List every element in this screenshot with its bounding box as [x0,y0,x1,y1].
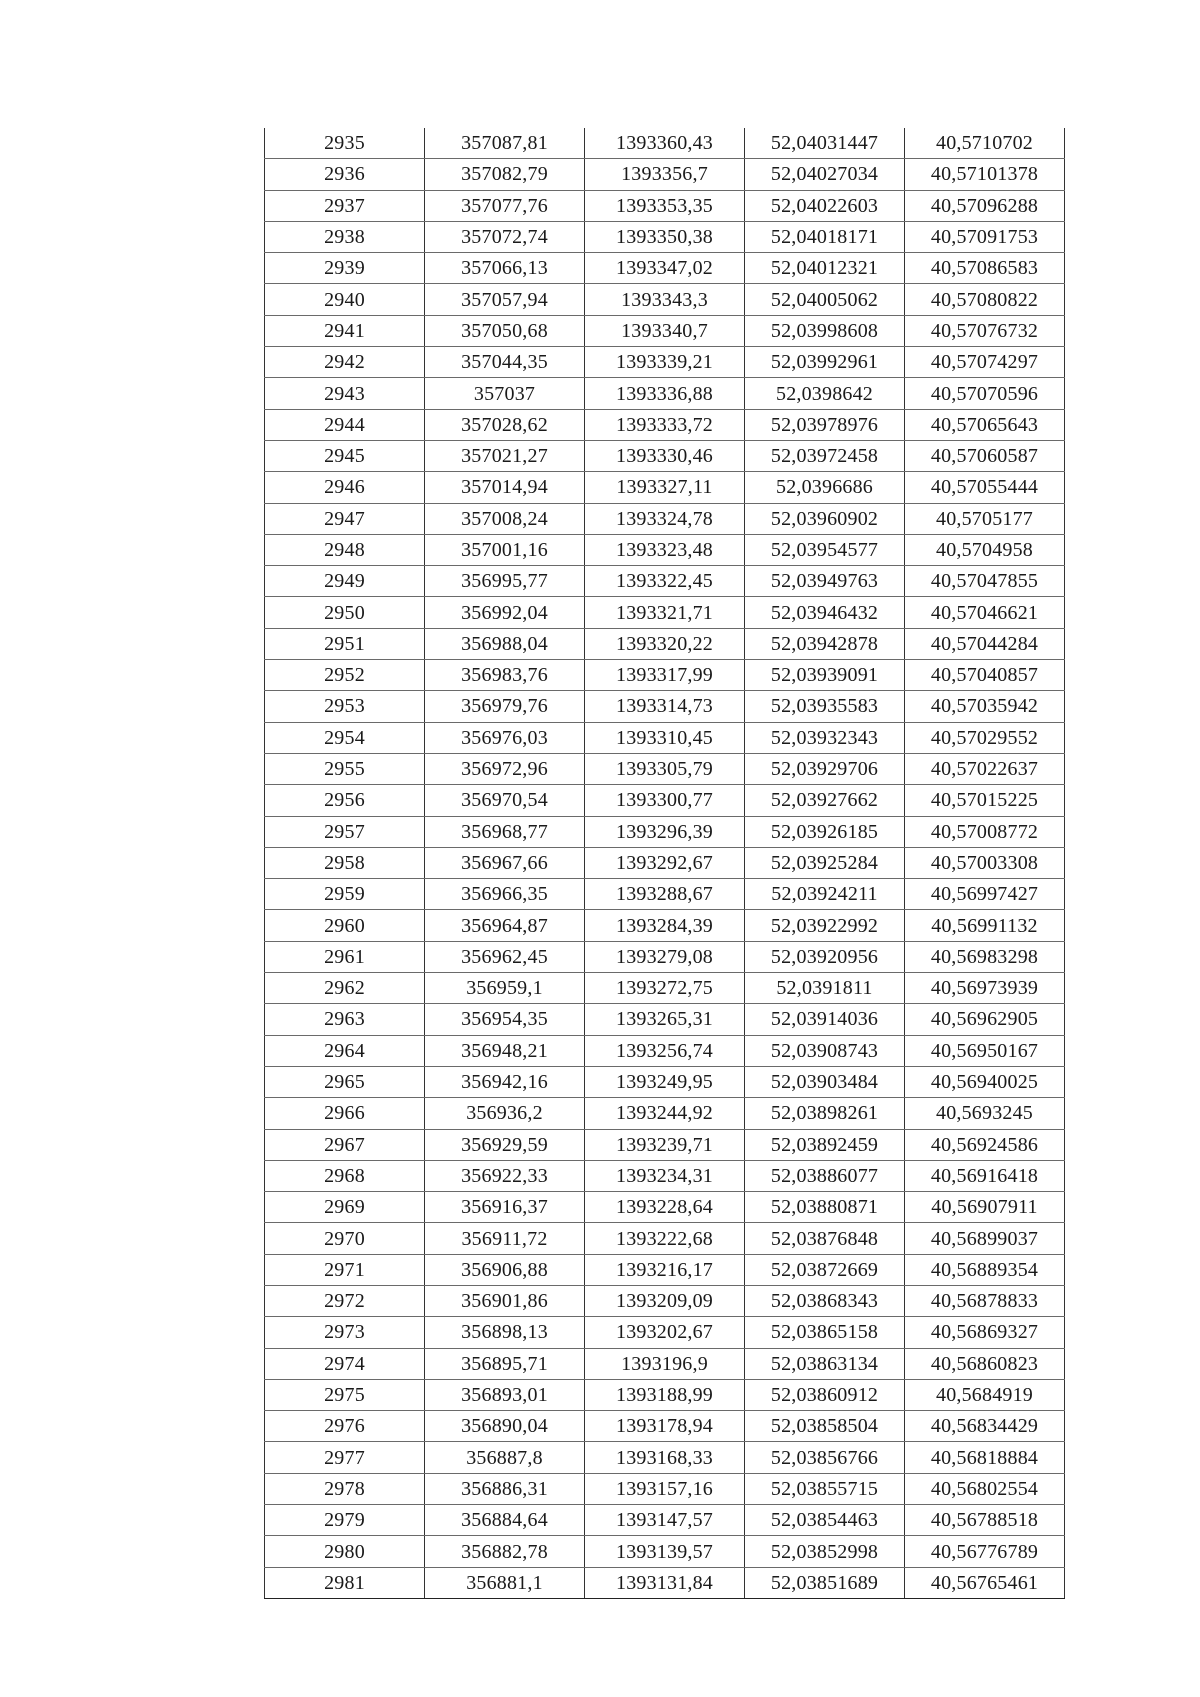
y-coordinate-cell: 1393300,77 [585,785,745,816]
point-number-cell: 2951 [265,628,425,659]
y-coordinate-cell: 1393239,71 [585,1129,745,1160]
y-coordinate-cell: 1393284,39 [585,910,745,941]
latitude-cell: 52,04005062 [745,284,905,315]
table-row [265,1473,1065,1504]
latitude-cell: 52,03856766 [745,1442,905,1473]
table-row [265,190,1065,221]
y-coordinate-cell: 1393188,99 [585,1379,745,1410]
point-number-cell: 2979 [265,1505,425,1536]
latitude-cell: 52,03854463 [745,1505,905,1536]
point-number-cell: 2958 [265,847,425,878]
x-coordinate-cell: 356936,2 [425,1098,585,1129]
point-number-cell: 2980 [265,1536,425,1567]
latitude-cell: 52,03942878 [745,628,905,659]
latitude-cell: 52,04018171 [745,221,905,252]
x-coordinate-cell: 356967,66 [425,847,585,878]
longitude-cell: 40,57044284 [905,628,1065,659]
longitude-cell: 40,57047855 [905,566,1065,597]
table-row [265,660,1065,691]
point-number-cell: 2940 [265,284,425,315]
x-coordinate-cell: 357087,81 [425,128,585,159]
y-coordinate-cell: 1393222,68 [585,1223,745,1254]
y-coordinate-cell: 1393320,22 [585,628,745,659]
table-row [265,1098,1065,1129]
longitude-cell: 40,57065643 [905,409,1065,440]
longitude-cell: 40,56924586 [905,1129,1065,1160]
point-number-cell: 2938 [265,221,425,252]
table-row [265,1505,1065,1536]
y-coordinate-cell: 1393234,31 [585,1160,745,1191]
y-coordinate-cell: 1393330,46 [585,440,745,471]
longitude-cell: 40,57035942 [905,691,1065,722]
y-coordinate-cell: 1393323,48 [585,534,745,565]
table-row [265,347,1065,378]
x-coordinate-cell: 357050,68 [425,315,585,346]
latitude-cell: 52,03914036 [745,1004,905,1035]
x-coordinate-cell: 357077,76 [425,190,585,221]
longitude-cell: 40,57091753 [905,221,1065,252]
y-coordinate-cell: 1393292,67 [585,847,745,878]
x-coordinate-cell: 356942,16 [425,1066,585,1097]
x-coordinate-cell: 356911,72 [425,1223,585,1254]
coordinates-table [264,128,1065,1599]
table-row [265,409,1065,440]
latitude-cell: 52,03998608 [745,315,905,346]
point-number-cell: 2969 [265,1192,425,1223]
table-row [265,503,1065,534]
y-coordinate-cell: 1393249,95 [585,1066,745,1097]
x-coordinate-cell: 356929,59 [425,1129,585,1160]
table-row [265,910,1065,941]
point-number-cell: 2971 [265,1254,425,1285]
longitude-cell: 40,57080822 [905,284,1065,315]
y-coordinate-cell: 1393147,57 [585,1505,745,1536]
longitude-cell: 40,5710702 [905,128,1065,159]
latitude-cell: 52,03880871 [745,1192,905,1223]
longitude-cell: 40,57003308 [905,847,1065,878]
point-number-cell: 2973 [265,1317,425,1348]
longitude-cell: 40,5705177 [905,503,1065,534]
x-coordinate-cell: 357072,74 [425,221,585,252]
longitude-cell: 40,57008772 [905,816,1065,847]
x-coordinate-cell: 356898,13 [425,1317,585,1348]
latitude-cell: 52,0391811 [745,973,905,1004]
table-row [265,221,1065,252]
y-coordinate-cell: 1393333,72 [585,409,745,440]
table-row [265,1379,1065,1410]
y-coordinate-cell: 1393321,71 [585,597,745,628]
latitude-cell: 52,03858504 [745,1411,905,1442]
table-row [265,284,1065,315]
latitude-cell: 52,04022603 [745,190,905,221]
latitude-cell: 52,03927662 [745,785,905,816]
point-number-cell: 2965 [265,1066,425,1097]
longitude-cell: 40,56889354 [905,1254,1065,1285]
y-coordinate-cell: 1393336,88 [585,378,745,409]
point-number-cell: 2981 [265,1567,425,1598]
longitude-cell: 40,57076732 [905,315,1065,346]
longitude-cell: 40,56878833 [905,1285,1065,1316]
latitude-cell: 52,03939091 [745,660,905,691]
latitude-cell: 52,04027034 [745,159,905,190]
latitude-cell: 52,0398642 [745,378,905,409]
point-number-cell: 2937 [265,190,425,221]
point-number-cell: 2948 [265,534,425,565]
longitude-cell: 40,56834429 [905,1411,1065,1442]
table-row [265,722,1065,753]
table-row [265,1066,1065,1097]
table-row [265,1536,1065,1567]
y-coordinate-cell: 1393131,84 [585,1567,745,1598]
coordinates-table-body [265,128,1065,1598]
latitude-cell: 52,03920956 [745,941,905,972]
point-number-cell: 2936 [265,159,425,190]
longitude-cell: 40,57060587 [905,440,1065,471]
x-coordinate-cell: 356884,64 [425,1505,585,1536]
y-coordinate-cell: 1393322,45 [585,566,745,597]
latitude-cell: 52,03863134 [745,1348,905,1379]
longitude-cell: 40,56776789 [905,1536,1065,1567]
latitude-cell: 52,0396686 [745,472,905,503]
x-coordinate-cell: 356882,78 [425,1536,585,1567]
table-row [265,628,1065,659]
longitude-cell: 40,57101378 [905,159,1065,190]
longitude-cell: 40,56907911 [905,1192,1065,1223]
longitude-cell: 40,56991132 [905,910,1065,941]
latitude-cell: 52,03922992 [745,910,905,941]
x-coordinate-cell: 356966,35 [425,879,585,910]
point-number-cell: 2957 [265,816,425,847]
point-number-cell: 2960 [265,910,425,941]
x-coordinate-cell: 356970,54 [425,785,585,816]
longitude-cell: 40,57040857 [905,660,1065,691]
table-row [265,1223,1065,1254]
x-coordinate-cell: 356948,21 [425,1035,585,1066]
x-coordinate-cell: 357037 [425,378,585,409]
x-coordinate-cell: 357044,35 [425,347,585,378]
point-number-cell: 2947 [265,503,425,534]
point-number-cell: 2977 [265,1442,425,1473]
y-coordinate-cell: 1393360,43 [585,128,745,159]
longitude-cell: 40,57074297 [905,347,1065,378]
longitude-cell: 40,56899037 [905,1223,1065,1254]
table-row [265,1160,1065,1191]
longitude-cell: 40,57029552 [905,722,1065,753]
x-coordinate-cell: 357028,62 [425,409,585,440]
table-row [265,973,1065,1004]
point-number-cell: 2972 [265,1285,425,1316]
x-coordinate-cell: 356968,77 [425,816,585,847]
x-coordinate-cell: 357066,13 [425,253,585,284]
longitude-cell: 40,56916418 [905,1160,1065,1191]
y-coordinate-cell: 1393244,92 [585,1098,745,1129]
longitude-cell: 40,57046621 [905,597,1065,628]
longitude-cell: 40,56973939 [905,973,1065,1004]
point-number-cell: 2943 [265,378,425,409]
y-coordinate-cell: 1393310,45 [585,722,745,753]
point-number-cell: 2954 [265,722,425,753]
latitude-cell: 52,03892459 [745,1129,905,1160]
y-coordinate-cell: 1393279,08 [585,941,745,972]
latitude-cell: 52,03852998 [745,1536,905,1567]
latitude-cell: 52,03929706 [745,753,905,784]
y-coordinate-cell: 1393256,74 [585,1035,745,1066]
table-row [265,1442,1065,1473]
table-row [265,1129,1065,1160]
x-coordinate-cell: 356964,87 [425,910,585,941]
latitude-cell: 52,03865158 [745,1317,905,1348]
point-number-cell: 2946 [265,472,425,503]
x-coordinate-cell: 357021,27 [425,440,585,471]
latitude-cell: 52,03886077 [745,1160,905,1191]
latitude-cell: 52,03872669 [745,1254,905,1285]
longitude-cell: 40,56983298 [905,941,1065,972]
x-coordinate-cell: 356895,71 [425,1348,585,1379]
longitude-cell: 40,56765461 [905,1567,1065,1598]
longitude-cell: 40,5693245 [905,1098,1065,1129]
table-row [265,691,1065,722]
table-row [265,472,1065,503]
table-row [265,1285,1065,1316]
y-coordinate-cell: 1393272,75 [585,973,745,1004]
x-coordinate-cell: 356979,76 [425,691,585,722]
latitude-cell: 52,03926185 [745,816,905,847]
table-row [265,253,1065,284]
point-number-cell: 2967 [265,1129,425,1160]
point-number-cell: 2942 [265,347,425,378]
x-coordinate-cell: 356916,37 [425,1192,585,1223]
x-coordinate-cell: 356901,86 [425,1285,585,1316]
table-row [265,1192,1065,1223]
point-number-cell: 2941 [265,315,425,346]
point-number-cell: 2955 [265,753,425,784]
point-number-cell: 2966 [265,1098,425,1129]
point-number-cell: 2950 [265,597,425,628]
latitude-cell: 52,03868343 [745,1285,905,1316]
latitude-cell: 52,03876848 [745,1223,905,1254]
y-coordinate-cell: 1393340,7 [585,315,745,346]
table-row [265,534,1065,565]
table-row [265,378,1065,409]
table-row [265,816,1065,847]
table-row [265,1567,1065,1598]
y-coordinate-cell: 1393228,64 [585,1192,745,1223]
point-number-cell: 2975 [265,1379,425,1410]
table-row [265,1254,1065,1285]
y-coordinate-cell: 1393288,67 [585,879,745,910]
latitude-cell: 52,03924211 [745,879,905,910]
point-number-cell: 2952 [265,660,425,691]
longitude-cell: 40,56788518 [905,1505,1065,1536]
longitude-cell: 40,56860823 [905,1348,1065,1379]
longitude-cell: 40,56802554 [905,1473,1065,1504]
latitude-cell: 52,03932343 [745,722,905,753]
table-row [265,753,1065,784]
point-number-cell: 2949 [265,566,425,597]
table-row [265,847,1065,878]
x-coordinate-cell: 357001,16 [425,534,585,565]
x-coordinate-cell: 356988,04 [425,628,585,659]
x-coordinate-cell: 356886,31 [425,1473,585,1504]
point-number-cell: 2939 [265,253,425,284]
table-row [265,1348,1065,1379]
x-coordinate-cell: 356983,76 [425,660,585,691]
x-coordinate-cell: 356893,01 [425,1379,585,1410]
x-coordinate-cell: 357008,24 [425,503,585,534]
y-coordinate-cell: 1393353,35 [585,190,745,221]
longitude-cell: 40,56950167 [905,1035,1065,1066]
y-coordinate-cell: 1393317,99 [585,660,745,691]
x-coordinate-cell: 356959,1 [425,973,585,1004]
y-coordinate-cell: 1393324,78 [585,503,745,534]
longitude-cell: 40,56962905 [905,1004,1065,1035]
longitude-cell: 40,57086583 [905,253,1065,284]
longitude-cell: 40,56818884 [905,1442,1065,1473]
latitude-cell: 52,04012321 [745,253,905,284]
table-row [265,128,1065,159]
point-number-cell: 2945 [265,440,425,471]
y-coordinate-cell: 1393327,11 [585,472,745,503]
y-coordinate-cell: 1393196,9 [585,1348,745,1379]
latitude-cell: 52,04031447 [745,128,905,159]
x-coordinate-cell: 356992,04 [425,597,585,628]
longitude-cell: 40,5684919 [905,1379,1065,1410]
longitude-cell: 40,56997427 [905,879,1065,910]
point-number-cell: 2962 [265,973,425,1004]
x-coordinate-cell: 356972,96 [425,753,585,784]
point-number-cell: 2953 [265,691,425,722]
point-number-cell: 2959 [265,879,425,910]
x-coordinate-cell: 356890,04 [425,1411,585,1442]
y-coordinate-cell: 1393209,09 [585,1285,745,1316]
latitude-cell: 52,03935583 [745,691,905,722]
table-row [265,785,1065,816]
point-number-cell: 2944 [265,409,425,440]
latitude-cell: 52,03855715 [745,1473,905,1504]
point-number-cell: 2968 [265,1160,425,1191]
latitude-cell: 52,03946432 [745,597,905,628]
latitude-cell: 52,03860912 [745,1379,905,1410]
y-coordinate-cell: 1393265,31 [585,1004,745,1035]
x-coordinate-cell: 356976,03 [425,722,585,753]
x-coordinate-cell: 356962,45 [425,941,585,972]
table-row [265,159,1065,190]
y-coordinate-cell: 1393139,57 [585,1536,745,1567]
point-number-cell: 2964 [265,1035,425,1066]
table-row [265,879,1065,910]
point-number-cell: 2963 [265,1004,425,1035]
point-number-cell: 2956 [265,785,425,816]
longitude-cell: 40,57022637 [905,753,1065,784]
latitude-cell: 52,03949763 [745,566,905,597]
latitude-cell: 52,03903484 [745,1066,905,1097]
longitude-cell: 40,57055444 [905,472,1065,503]
latitude-cell: 52,03972458 [745,440,905,471]
table-row [265,597,1065,628]
longitude-cell: 40,56940025 [905,1066,1065,1097]
table-row [265,566,1065,597]
y-coordinate-cell: 1393305,79 [585,753,745,784]
latitude-cell: 52,03992961 [745,347,905,378]
y-coordinate-cell: 1393339,21 [585,347,745,378]
point-number-cell: 2970 [265,1223,425,1254]
latitude-cell: 52,03954577 [745,534,905,565]
table-row [265,941,1065,972]
latitude-cell: 52,03898261 [745,1098,905,1129]
latitude-cell: 52,03925284 [745,847,905,878]
y-coordinate-cell: 1393157,16 [585,1473,745,1504]
longitude-cell: 40,57015225 [905,785,1065,816]
table-row [265,1411,1065,1442]
latitude-cell: 52,03960902 [745,503,905,534]
point-number-cell: 2974 [265,1348,425,1379]
point-number-cell: 2978 [265,1473,425,1504]
table-row [265,440,1065,471]
y-coordinate-cell: 1393168,33 [585,1442,745,1473]
x-coordinate-cell: 356887,8 [425,1442,585,1473]
table-row [265,1004,1065,1035]
longitude-cell: 40,56869327 [905,1317,1065,1348]
y-coordinate-cell: 1393350,38 [585,221,745,252]
y-coordinate-cell: 1393296,39 [585,816,745,847]
point-number-cell: 2961 [265,941,425,972]
latitude-cell: 52,03908743 [745,1035,905,1066]
y-coordinate-cell: 1393356,7 [585,159,745,190]
x-coordinate-cell: 356954,35 [425,1004,585,1035]
x-coordinate-cell: 356906,88 [425,1254,585,1285]
table-row [265,315,1065,346]
point-number-cell: 2935 [265,128,425,159]
x-coordinate-cell: 357082,79 [425,159,585,190]
y-coordinate-cell: 1393343,3 [585,284,745,315]
longitude-cell: 40,57070596 [905,378,1065,409]
y-coordinate-cell: 1393347,02 [585,253,745,284]
table-row [265,1035,1065,1066]
y-coordinate-cell: 1393314,73 [585,691,745,722]
y-coordinate-cell: 1393178,94 [585,1411,745,1442]
longitude-cell: 40,5704958 [905,534,1065,565]
longitude-cell: 40,57096288 [905,190,1065,221]
latitude-cell: 52,03978976 [745,409,905,440]
x-coordinate-cell: 356995,77 [425,566,585,597]
table-row [265,1317,1065,1348]
x-coordinate-cell: 357014,94 [425,472,585,503]
x-coordinate-cell: 356881,1 [425,1567,585,1598]
y-coordinate-cell: 1393216,17 [585,1254,745,1285]
x-coordinate-cell: 357057,94 [425,284,585,315]
point-number-cell: 2976 [265,1411,425,1442]
x-coordinate-cell: 356922,33 [425,1160,585,1191]
latitude-cell: 52,03851689 [745,1567,905,1598]
y-coordinate-cell: 1393202,67 [585,1317,745,1348]
